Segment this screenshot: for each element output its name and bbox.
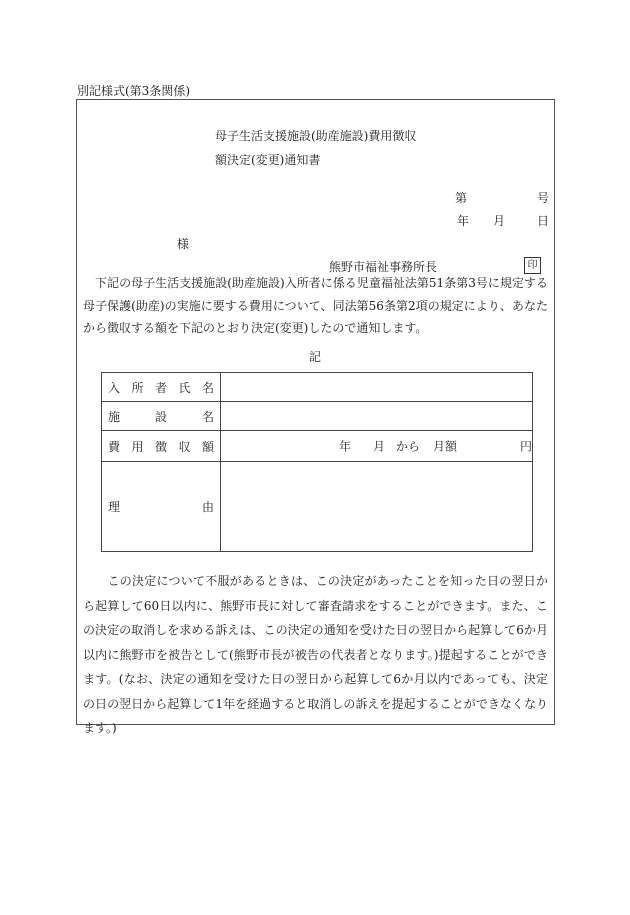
table-label-cell [102,373,221,402]
notice-indent [83,574,108,588]
form-caption: 別記様式(第3条関係) [77,84,190,98]
table-label-cell [102,431,221,462]
notice-text: この決定について不服があるときは、この決定があったことを知った日の翌日から起算して60日以内に、熊野市長に対して審査請求をすることができます。また、この決定の取消しを求める訴えは、この決定の通知を受けた日の翌日から起算して6か月以内に熊野市を被告として(熊野市長が被告の代表者となります。)提起することができます。(なお、決定の通知を受けた日の翌日から起算して6か月以内であっても、決定の日の翌日から起算して1年を経過すると取消しの訴えを提起することができなくなります。) [83,574,548,735]
fee-line [221,431,532,461]
fee-kara-label: から [396,439,421,454]
addressee-suffix: 様 [177,237,190,251]
value-facility-name[interactable] [221,402,533,431]
table-label-cell [102,462,221,552]
table-row [102,373,533,402]
value-resident-name[interactable] [221,373,533,402]
table-label-cell [102,402,221,431]
fee-yen-label: 円 [520,439,533,454]
intro-text: 下記の母子生活支援施設(助産施設)入所者に係る児童福祉法第51条第3号に規定する母子保護(助産)の実施に要する費用について、同法第56条第2項の規定により、あなたから徴収する額を下記のとおり決定(変更)したので通知します。 [83,276,548,335]
document-title-line2: 額決定(変更)通知書 [215,153,321,167]
intro-indent [83,276,95,290]
date-year-label: 年 [457,214,470,228]
value-reason[interactable] [221,462,533,552]
date-month-label: 月 [493,214,506,228]
table-row [102,431,533,462]
fee-year-label: 年 [339,439,352,454]
value-fee-amount[interactable] [221,431,533,462]
info-table [101,372,533,552]
table-row [102,402,533,431]
doc-number-suffix: 号 [537,191,550,205]
intro-paragraph [83,272,548,340]
row-label-fee-amount: 費 用 徴 収 額 [108,439,214,454]
table-row [102,462,533,552]
fee-monthly-label: 月額 [433,439,458,454]
issuer-name: 熊野市福祉事務所長 [329,260,438,274]
row-label-facility-name: 施 設 名 [108,409,214,424]
document-frame [76,99,555,735]
seal-stamp: 印 [524,257,541,274]
notice-paragraph [83,569,548,741]
date-day-label: 日 [537,214,550,228]
row-label-resident-name: 入 所 者 氏 名 [108,380,214,395]
fee-month-label: 月 [373,439,386,454]
ki-heading: 記 [309,350,322,364]
row-label-reason: 理 由 [108,500,214,514]
doc-number-prefix: 第 [455,191,468,205]
document-title-line1: 母子生活支援施設(助産施設)費用徴収 [215,129,417,143]
